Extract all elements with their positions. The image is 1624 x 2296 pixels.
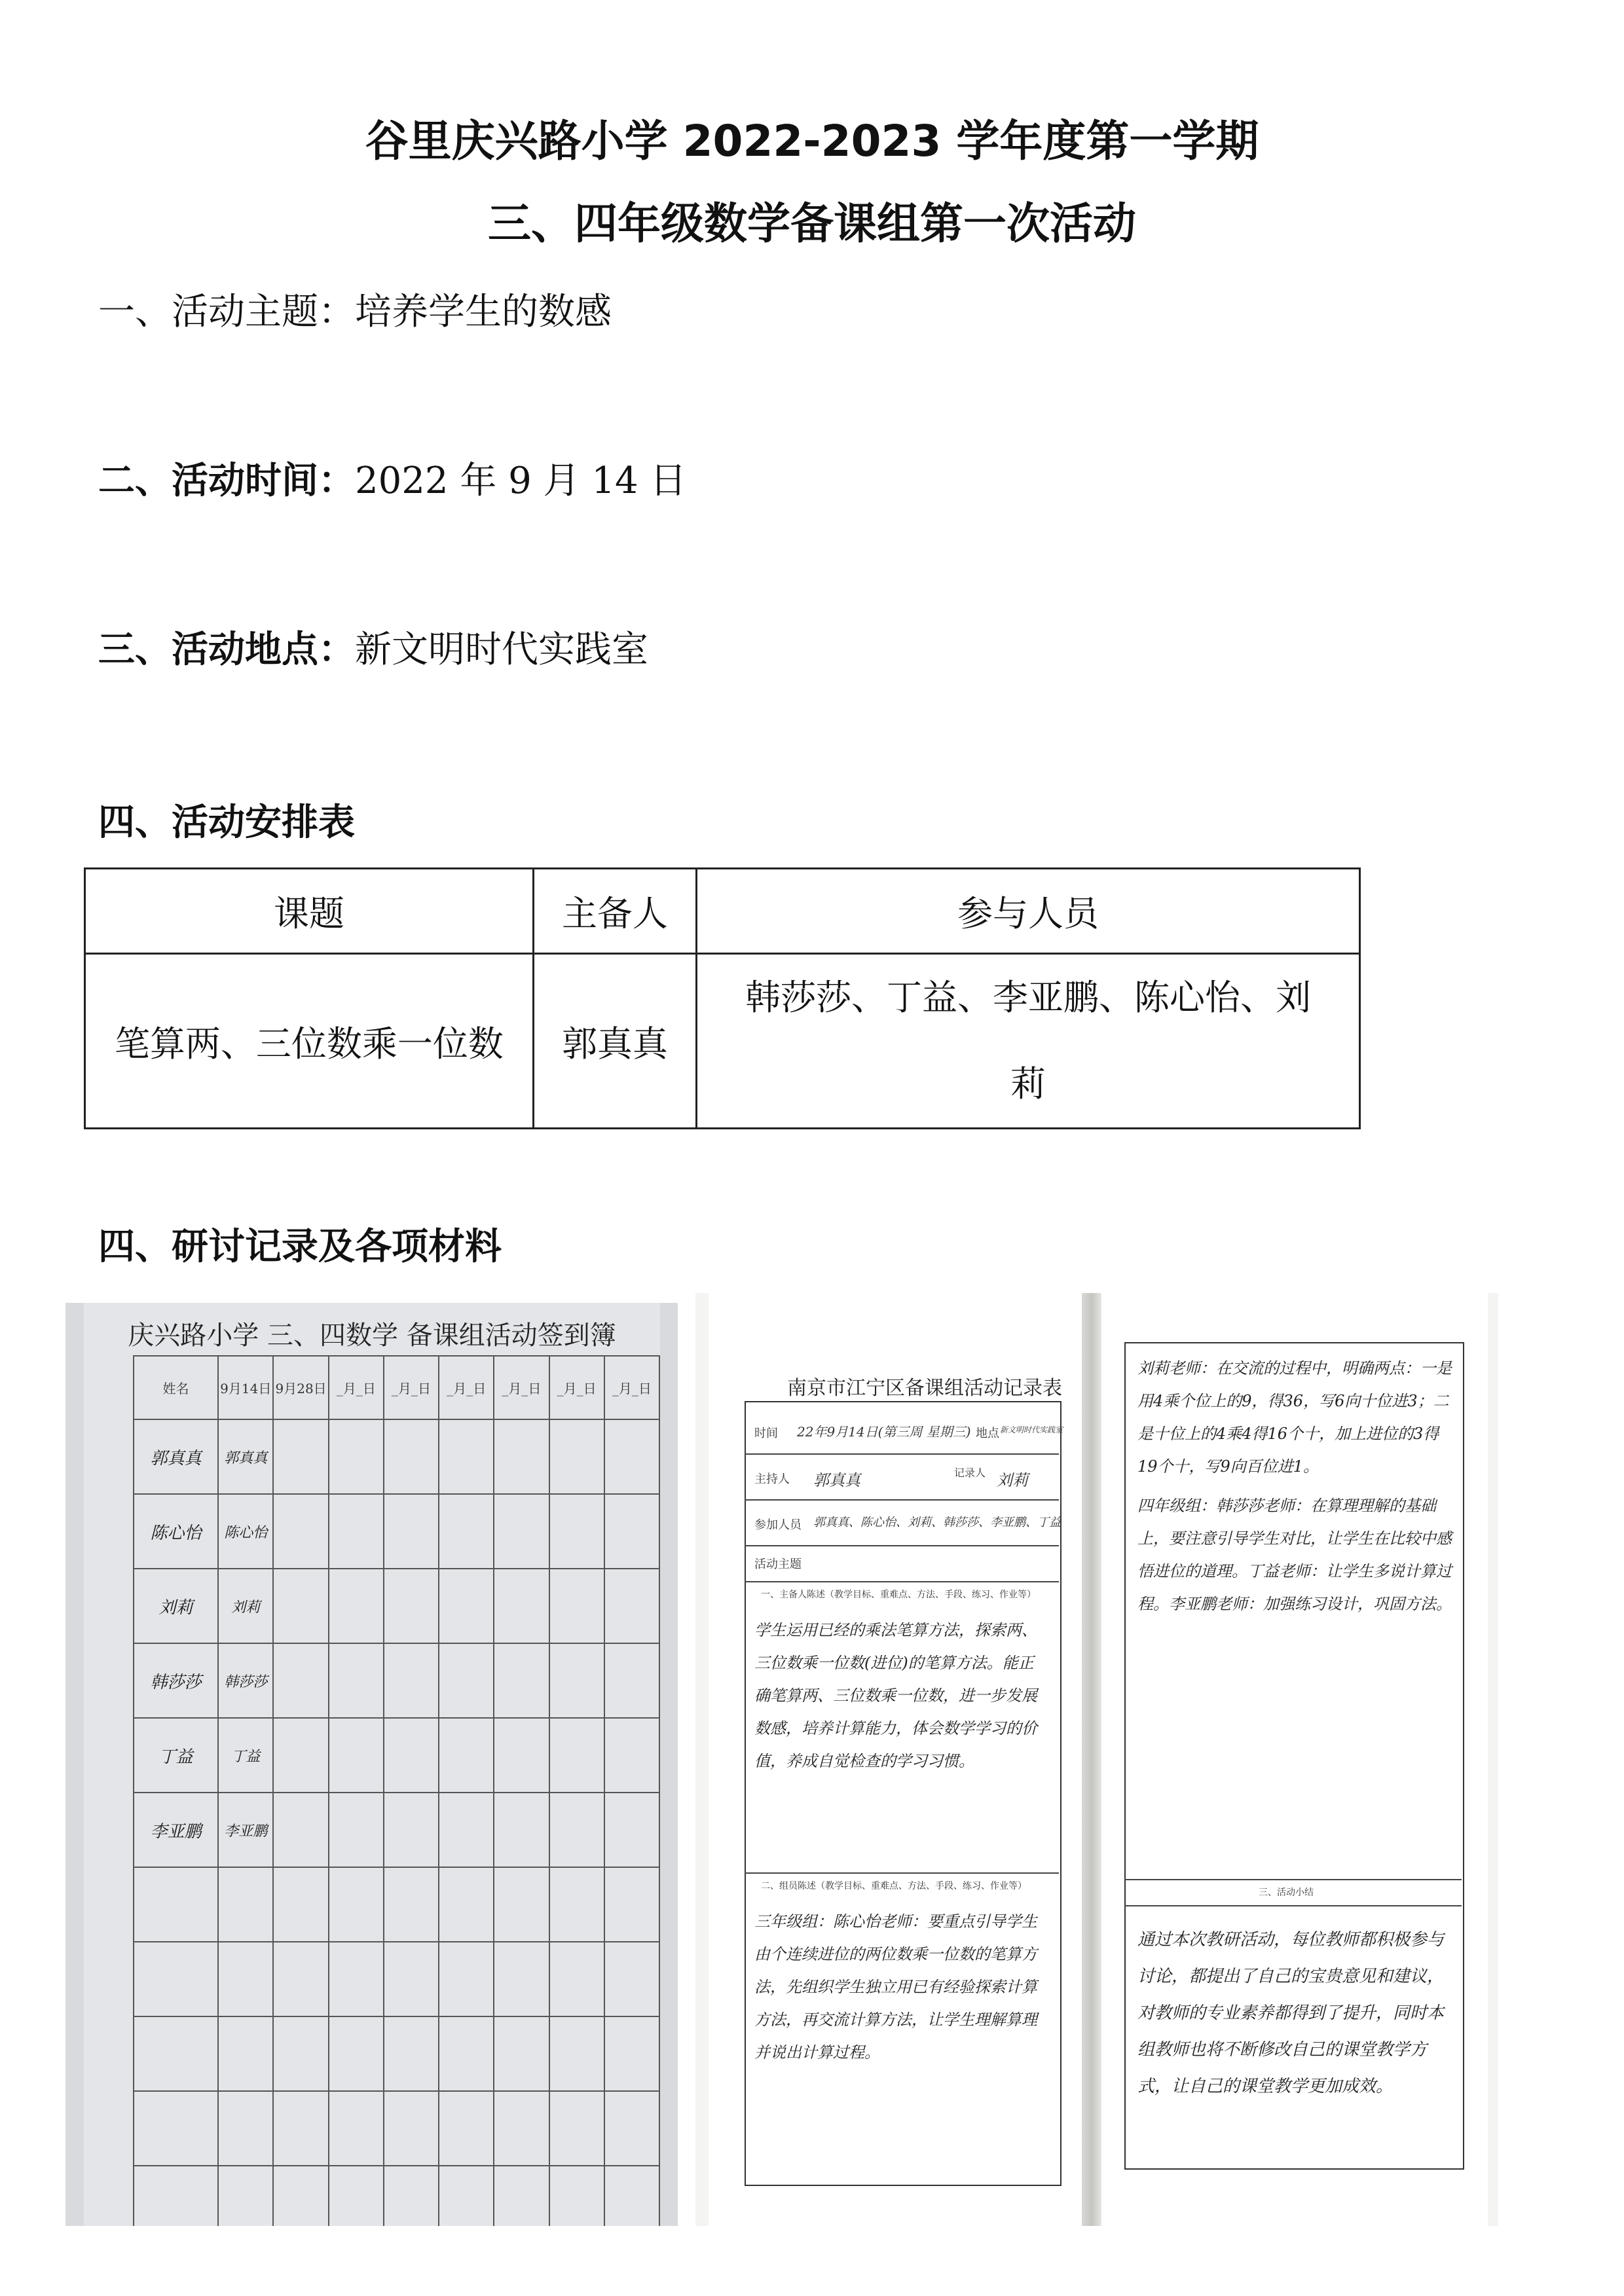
participants-line2: 莉 [1010,1063,1046,1104]
cell-participants [697,954,1360,1129]
activity-place-label: 三、活动地点： [98,629,355,671]
signin-date: _月_日 [439,1356,494,1419]
signin-date: _月_日 [384,1356,439,1419]
signin-row [134,1419,659,1494]
activity-theme-label: 一、活动主题： [98,291,355,333]
record-label-recorder: 记录人 [954,1467,986,1479]
record-place-value: 新文明时代实践室 [1000,1425,1063,1434]
signin-date: _月_日 [604,1356,659,1419]
signin-date: 9月28日 [273,1356,328,1419]
record-section1: 一、主备人陈述（教学目标、重难点、方法、手段、练习、作业等） [761,1590,1036,1600]
records-heading [98,1224,502,1270]
signin-date: _月_日 [549,1356,604,1419]
signin-name: 刘莉 [134,1569,218,1643]
activity-place [98,627,648,673]
schedule-table [84,867,1361,1129]
record-section2: 二、组员陈述（教学目标、重难点、方法、手段、练习、作业等） [761,1881,1027,1891]
signin-name: 韩莎莎 [134,1643,218,1718]
record-right-page [1101,1293,1488,2226]
record-time-value: 22年9月14日(第三周 星期三) [797,1424,971,1440]
record-section3: 三、活动小结 [1259,1887,1314,1898]
signature: 丁益 [218,1718,273,1793]
signin-sheet-title: 庆兴路小学 三、四数学 备课组活动签到簿 [128,1321,616,1351]
signin-row [134,2016,659,2091]
signin-row [134,1643,659,1718]
record-note-members: 三年级组：陈心怡老师：要重点引导学生由个连续进位的两位数乘一位数的笔算方法，先组织学生独立用已有经验探索计算方法，再交流计算方法，让学生理解算理并说出计算过程。 [754,1912,1037,2062]
signin-row [134,1867,659,1942]
signin-row [134,1718,659,1793]
header-participants: 参与人员 [697,869,1360,954]
signature: 刘莉 [218,1569,273,1643]
signin-name: 丁益 [134,1718,218,1793]
record-note-right: 刘莉老师：在交流的过程中，明确两点：一是用4乘个位上的9，得36，写6向十位进3；二是十位上的4乘4得16个十，加上进位的3得19个十，写9向百位进1。 [1137,1359,1452,1476]
signin-row [134,1942,659,2016]
signin-name: 李亚鹏 [134,1793,218,1867]
document-title: 谷里庆兴路小学 2022-2023 学年度第一学期 [365,116,1259,166]
record-recorder-value: 刘莉 [997,1471,1028,1489]
signin-date: _月_日 [329,1356,384,1419]
record-label-theme: 活动主题 [754,1558,802,1571]
record-host-value: 郭真真 [813,1471,860,1489]
signin-header-row [134,1356,659,1419]
signin-date: 9月14日 [218,1356,273,1419]
schedule-heading-label: 四、活动安排表 [98,801,355,844]
signin-sheet [84,1303,660,2226]
activity-theme-value: 培养学生的数感 [355,291,612,333]
record-note-lead: 学生运用已经的乘法笔算方法，探索两、三位数乘一位数(进位)的笔算方法。能正确笔算两、三位数乘一位数，进一步发展数感，培养计算能力，体会数学学习的价值，养成自觉检查的学习习惯。 [754,1621,1037,1770]
record-title: 南京市江宁区备课组活动记录表 [787,1377,1062,1400]
signin-date: _月_日 [494,1356,549,1419]
signin-header-name: 姓名 [134,1356,218,1419]
signin-row [134,1793,659,1867]
signin-grid [133,1355,660,2226]
signin-row [134,1569,659,1643]
signature: 郭真真 [218,1419,273,1494]
signin-row [134,1494,659,1569]
header-topic: 课题 [85,869,534,954]
activity-place-value: 新文明时代实践室 [355,629,648,671]
signature: 李亚鹏 [218,1793,273,1867]
signin-row [134,2091,659,2166]
document-subtitle: 三、四年级数学备课组第一次活动 [488,198,1136,249]
records-heading-label: 四、研讨记录及各项材料 [98,1226,502,1268]
record-left-page [709,1293,1082,2226]
schedule-header-row [85,869,1360,954]
record-note-right2: 四年级组：韩莎莎老师：在算理理解的基础上，要注意引导学生对比，让学生在比较中感悟进位的道理。丁益老师：让学生多说计算过程。李亚鹏老师：加强练习设计，巩固方法。 [1137,1497,1452,1613]
signin-sheet-photo [65,1303,678,2226]
schedule-row [85,954,1360,1129]
cell-lead: 郭真真 [533,954,696,1129]
record-label-members: 参加人员 [754,1518,802,1532]
activity-time-label: 二、活动时间： [98,460,355,502]
record-label-place: 地点 [976,1427,999,1440]
header-lead: 主备人 [533,869,696,954]
activity-theme [98,289,612,335]
schedule-heading [98,800,355,846]
record-summary: 通过本次教研活动，每位教师都积极参与讨论，都提出了自己的宝贵意见和建议，对教师的专业素养都得到了提升，同时本组教师也将不断修改自己的课堂教学方式，让自己的课堂教学更加成效。 [1137,1930,1445,2096]
record-label-host: 主持人 [754,1472,790,1486]
signin-name: 陈心怡 [134,1494,218,1569]
cell-topic: 笔算两、三位数乘一位数 [85,954,534,1129]
record-members-value: 郭真真、陈心怡、刘莉、韩莎莎、李亚鹏、丁益 [813,1516,1061,1529]
signature: 陈心怡 [218,1494,273,1569]
record-label-time: 时间 [754,1427,778,1440]
participants-line1: 韩莎莎、丁益、李亚鹏、陈心怡、刘 [745,977,1311,1018]
signin-name: 郭真真 [134,1419,218,1494]
record-sheet-photo [695,1293,1498,2226]
booklet-fold [1082,1293,1101,2226]
activity-time-value: 2022 年 9 月 14 日 [355,460,687,502]
signature: 韩莎莎 [218,1643,273,1718]
activity-time [98,458,686,504]
signin-row [134,2166,659,2226]
